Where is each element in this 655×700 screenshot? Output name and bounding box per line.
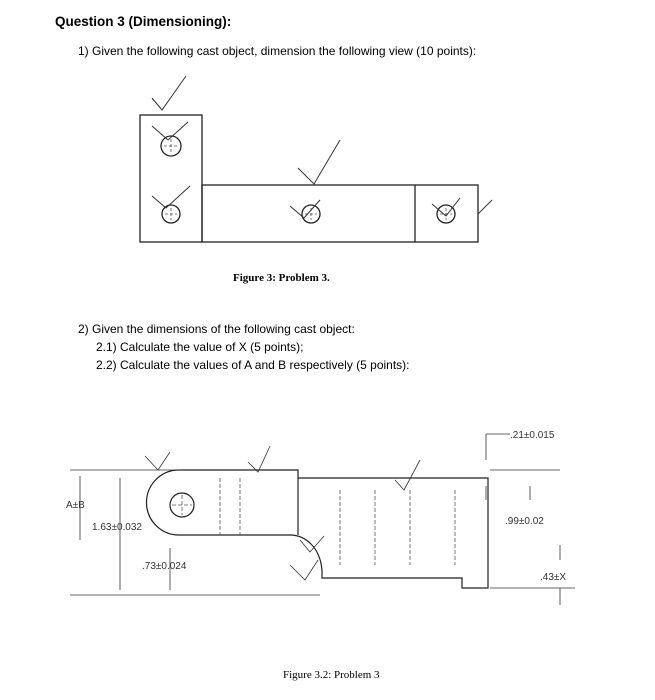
figure3-caption: Figure 3: Problem 3. [233, 272, 330, 284]
dim-top-right: .21±0.015 [510, 430, 555, 441]
part2-sub2: 2.2) Calculate the values of A and B respectively (5 points): [96, 358, 410, 372]
question-title: Question 3 (Dimensioning): [55, 14, 232, 29]
dim-right-lower: .43±X [540, 572, 567, 583]
dim-radius: .73±0.024 [142, 561, 187, 572]
dim-hole-height: 1.63±0.032 [92, 522, 142, 533]
dim-right-upper: .99±0.02 [505, 516, 544, 527]
fig32-outline [146, 470, 488, 588]
dim-a-plus-b: A±B [66, 500, 85, 511]
part2-instruction: 2) Given the dimensions of the following cast object: [78, 322, 355, 336]
part2-sub1: 2.1) Calculate the value of X (5 points); [96, 340, 304, 354]
part1-instruction: 1) Given the following cast object, dimension the following view (10 points): [78, 44, 477, 58]
figure3-2-caption: Figure 3.2: Problem 3 [283, 669, 380, 681]
